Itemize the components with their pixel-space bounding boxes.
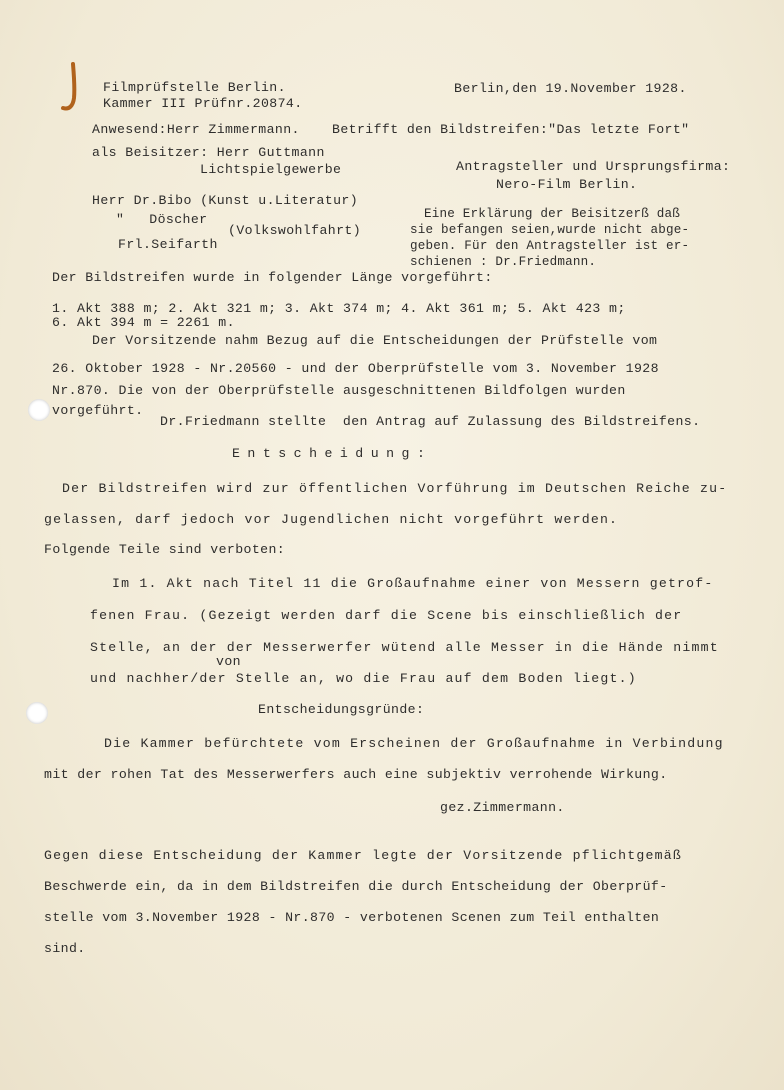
applicant-label: Antragsteller und Ursprungsfirma: [456,159,731,174]
acts-line: 1. Akt 388 m; 2. Akt 321 m; 3. Akt 374 m; 4. Akt 361 m; 5. Akt 423 m; [52,301,626,316]
length-intro: Der Bildstreifen wurde in folgender Länge vorgeführt: [52,270,493,285]
chamber-number: Kammer III Prüfnr.20874. [103,96,303,111]
reasons-heading: Entscheidungsgründe: [258,702,425,717]
motion-line: Dr.Friedmann stellte den Antrag auf Zulassung des Bildstreifens. [160,414,701,429]
declaration-line: Eine Erklärung der Beisitzerß daß [424,207,680,221]
reasons-text: mit der rohen Tat des Messerwerfers auch eine subjektiv verrohende Wirkung. [44,767,668,782]
declaration-line: schienen : Dr.Friedmann. [410,255,597,269]
declaration-line: geben. Für den Antragsteller ist er- [410,239,690,253]
prohibited-intro: Folgende Teile sind verboten: [44,542,286,557]
office-name: Filmprüfstelle Berlin. [103,80,286,95]
punch-hole-icon [28,399,50,421]
appeal-line: Gegen diese Entscheidung der Kammer legte der Vorsitzende pflichtgemäß [44,848,682,863]
assessor3-field: (Volkswohlfahrt) [228,223,362,238]
paper-clip-stain-icon [58,62,84,114]
prohibited-line: Im 1. Akt nach Titel 11 die Großaufnahme einer von Messern getrof- [112,576,714,591]
prohibited-line: Stelle, an der der Messerwerfer wütend alle Messer in die Hände nimmt [90,640,719,655]
decision-heading: Entscheidung: [232,446,433,461]
assessor3: " Döscher [116,212,208,227]
decision-text: gelassen, darf jedoch vor Jugendlichen nicht vorgeführt werden. [44,512,619,527]
assessor1-field: Lichtspielgewerbe [200,162,342,177]
appeal-line: stelle vom 3.November 1928 - Nr.870 - verbotenen Scenen zum Teil enthalten [44,910,660,925]
assessor2: Herr Dr.Bibo (Kunst u.Literatur) [92,193,359,208]
prohibited-line: und nachher/der Stelle an, wo die Frau auf dem Boden liegt.) [90,671,637,686]
prohibited-line: fenen Frau. (Gezeigt werden darf die Scene bis einschließlich der [90,608,683,623]
insertion-mark: von [216,654,241,669]
reference-line: Nr.870. Die von der Oberprüfstelle ausgeschnittenen Bildfolgen wurden [52,383,626,398]
place-date: Berlin,den 19.November 1928. [454,81,687,96]
decision-text: Der Bildstreifen wird zur öffentlichen Vorführung im Deutschen Reiche zu- [62,481,728,496]
declaration-line: sie befangen seien,wurde nicht abge- [410,223,690,237]
reasons-text: Die Kammer befürchtete vom Erscheinen der Großaufnahme in Verbindung [104,736,724,751]
punch-hole-icon [26,702,48,724]
signature: gez.Zimmermann. [440,800,565,815]
reference-line: vorgeführt. [52,403,144,418]
subject-line: Betrifft den Bildstreifen:"Das letzte Fort" [332,122,690,137]
appeal-line: Beschwerde ein, da in dem Bildstreifen die durch Entscheidung der Oberprüf- [44,879,668,894]
applicant-name: Nero-Film Berlin. [496,177,638,192]
acts-line: 6. Akt 394 m = 2261 m. [52,315,235,330]
appeal-line: sind. [44,941,86,956]
reference-line: Der Vorsitzende nahm Bezug auf die Entscheidungen der Prüfstelle vom [92,333,658,348]
reference-line: 26. Oktober 1928 - Nr.20560 - und der Oberprüfstelle vom 3. November 1928 [52,361,659,376]
assessors-label: als Beisitzer: Herr Guttmann [92,145,325,160]
present-line: Anwesend:Herr Zimmermann. [92,122,300,137]
assessor4: Frl.Seifarth [118,237,218,252]
